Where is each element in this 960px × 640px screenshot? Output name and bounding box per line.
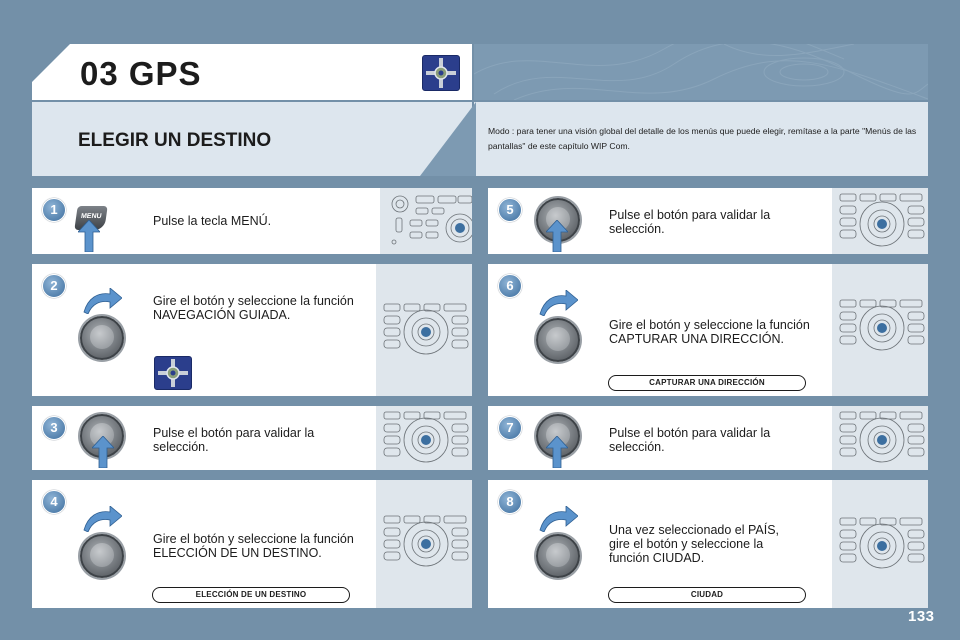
step-text: Una vez seleccionado el PAÍS, gire el botón y seleccione la función CIUDAD. — [609, 523, 780, 565]
rotate-arrow-icon — [538, 506, 578, 532]
rotate-arrow-icon — [82, 288, 122, 314]
rotary-knob-icon — [536, 534, 580, 578]
step-number: 7 — [498, 416, 522, 440]
step-8 — [488, 480, 928, 608]
section-title: ELEGIR UN DESTINO — [78, 130, 272, 151]
page-number: 133 — [908, 608, 935, 625]
menu-bar-label: ELECCIÓN DE UN DESTINO — [152, 587, 350, 603]
step-number: 8 — [498, 490, 522, 514]
device-panel — [376, 406, 472, 470]
navigation-crosshair-icon — [154, 356, 192, 390]
radio-faceplate-icon — [386, 192, 472, 250]
radio-faceplate-icon — [382, 408, 470, 468]
step-3 — [32, 406, 472, 470]
press-arrow-icon — [78, 220, 100, 252]
press-arrow-icon — [546, 220, 568, 252]
device-panel — [832, 480, 928, 608]
step-number: 1 — [42, 198, 66, 222]
step-number: 6 — [498, 274, 522, 298]
radio-faceplate-icon — [838, 296, 926, 356]
step-7 — [488, 406, 928, 470]
device-panel — [832, 188, 928, 254]
step-text: Pulse el botón para validar la selección. — [609, 208, 771, 236]
press-arrow-icon — [92, 436, 114, 468]
step-number: 5 — [498, 198, 522, 222]
step-text: Gire el botón y seleccione la función CAPTURAR UNA DIRECCIÓN. — [609, 318, 810, 346]
step-2 — [32, 264, 472, 396]
device-panel — [376, 264, 472, 396]
step-text: Gire el botón y seleccione la función NAVEGACIÓN GUIADA. — [153, 294, 354, 322]
device-panel — [376, 480, 472, 608]
radio-faceplate-icon — [838, 514, 926, 574]
step-5 — [488, 188, 928, 254]
rotate-arrow-icon — [82, 506, 122, 532]
menu-bar-label: CAPTURAR UNA DIRECCIÓN — [608, 375, 806, 391]
rotate-arrow-icon — [538, 290, 578, 316]
step-number: 3 — [42, 416, 66, 440]
menu-key-icon: MENU — [74, 206, 107, 230]
rotary-knob-icon — [536, 318, 580, 362]
step-text: Pulse el botón para validar la selección. — [153, 426, 315, 454]
device-panel — [832, 264, 928, 396]
step-6 — [488, 264, 928, 396]
mode-note: Modo : para tener una visión global del detalle de los menús que puede elegir, remítase a la parte "Menús de las pantallas" de este capítulo WIP Com. — [488, 126, 917, 151]
step-4 — [32, 480, 472, 608]
step-1 — [32, 188, 472, 254]
press-arrow-icon — [546, 436, 568, 468]
chapter-title: 03 GPS — [80, 55, 202, 92]
device-panel — [832, 406, 928, 470]
rotary-knob-icon — [80, 316, 124, 360]
radio-faceplate-icon — [838, 190, 926, 252]
device-panel — [380, 188, 472, 254]
radio-faceplate-icon — [838, 408, 926, 468]
step-number: 2 — [42, 274, 66, 298]
step-text: Pulse la tecla MENÚ. — [153, 214, 272, 228]
rotary-knob-icon — [80, 534, 124, 578]
menu-bar-label: CIUDAD — [608, 587, 806, 603]
radio-faceplate-icon — [382, 300, 470, 360]
header-decoration — [474, 44, 928, 100]
step-number: 4 — [42, 490, 66, 514]
step-text: Gire el botón y seleccione la función ELECCIÓN DE UN DESTINO. — [153, 532, 354, 560]
radio-faceplate-icon — [382, 512, 470, 572]
step-text: Pulse el botón para validar la selección. — [609, 426, 771, 454]
navigation-crosshair-icon — [422, 55, 460, 91]
